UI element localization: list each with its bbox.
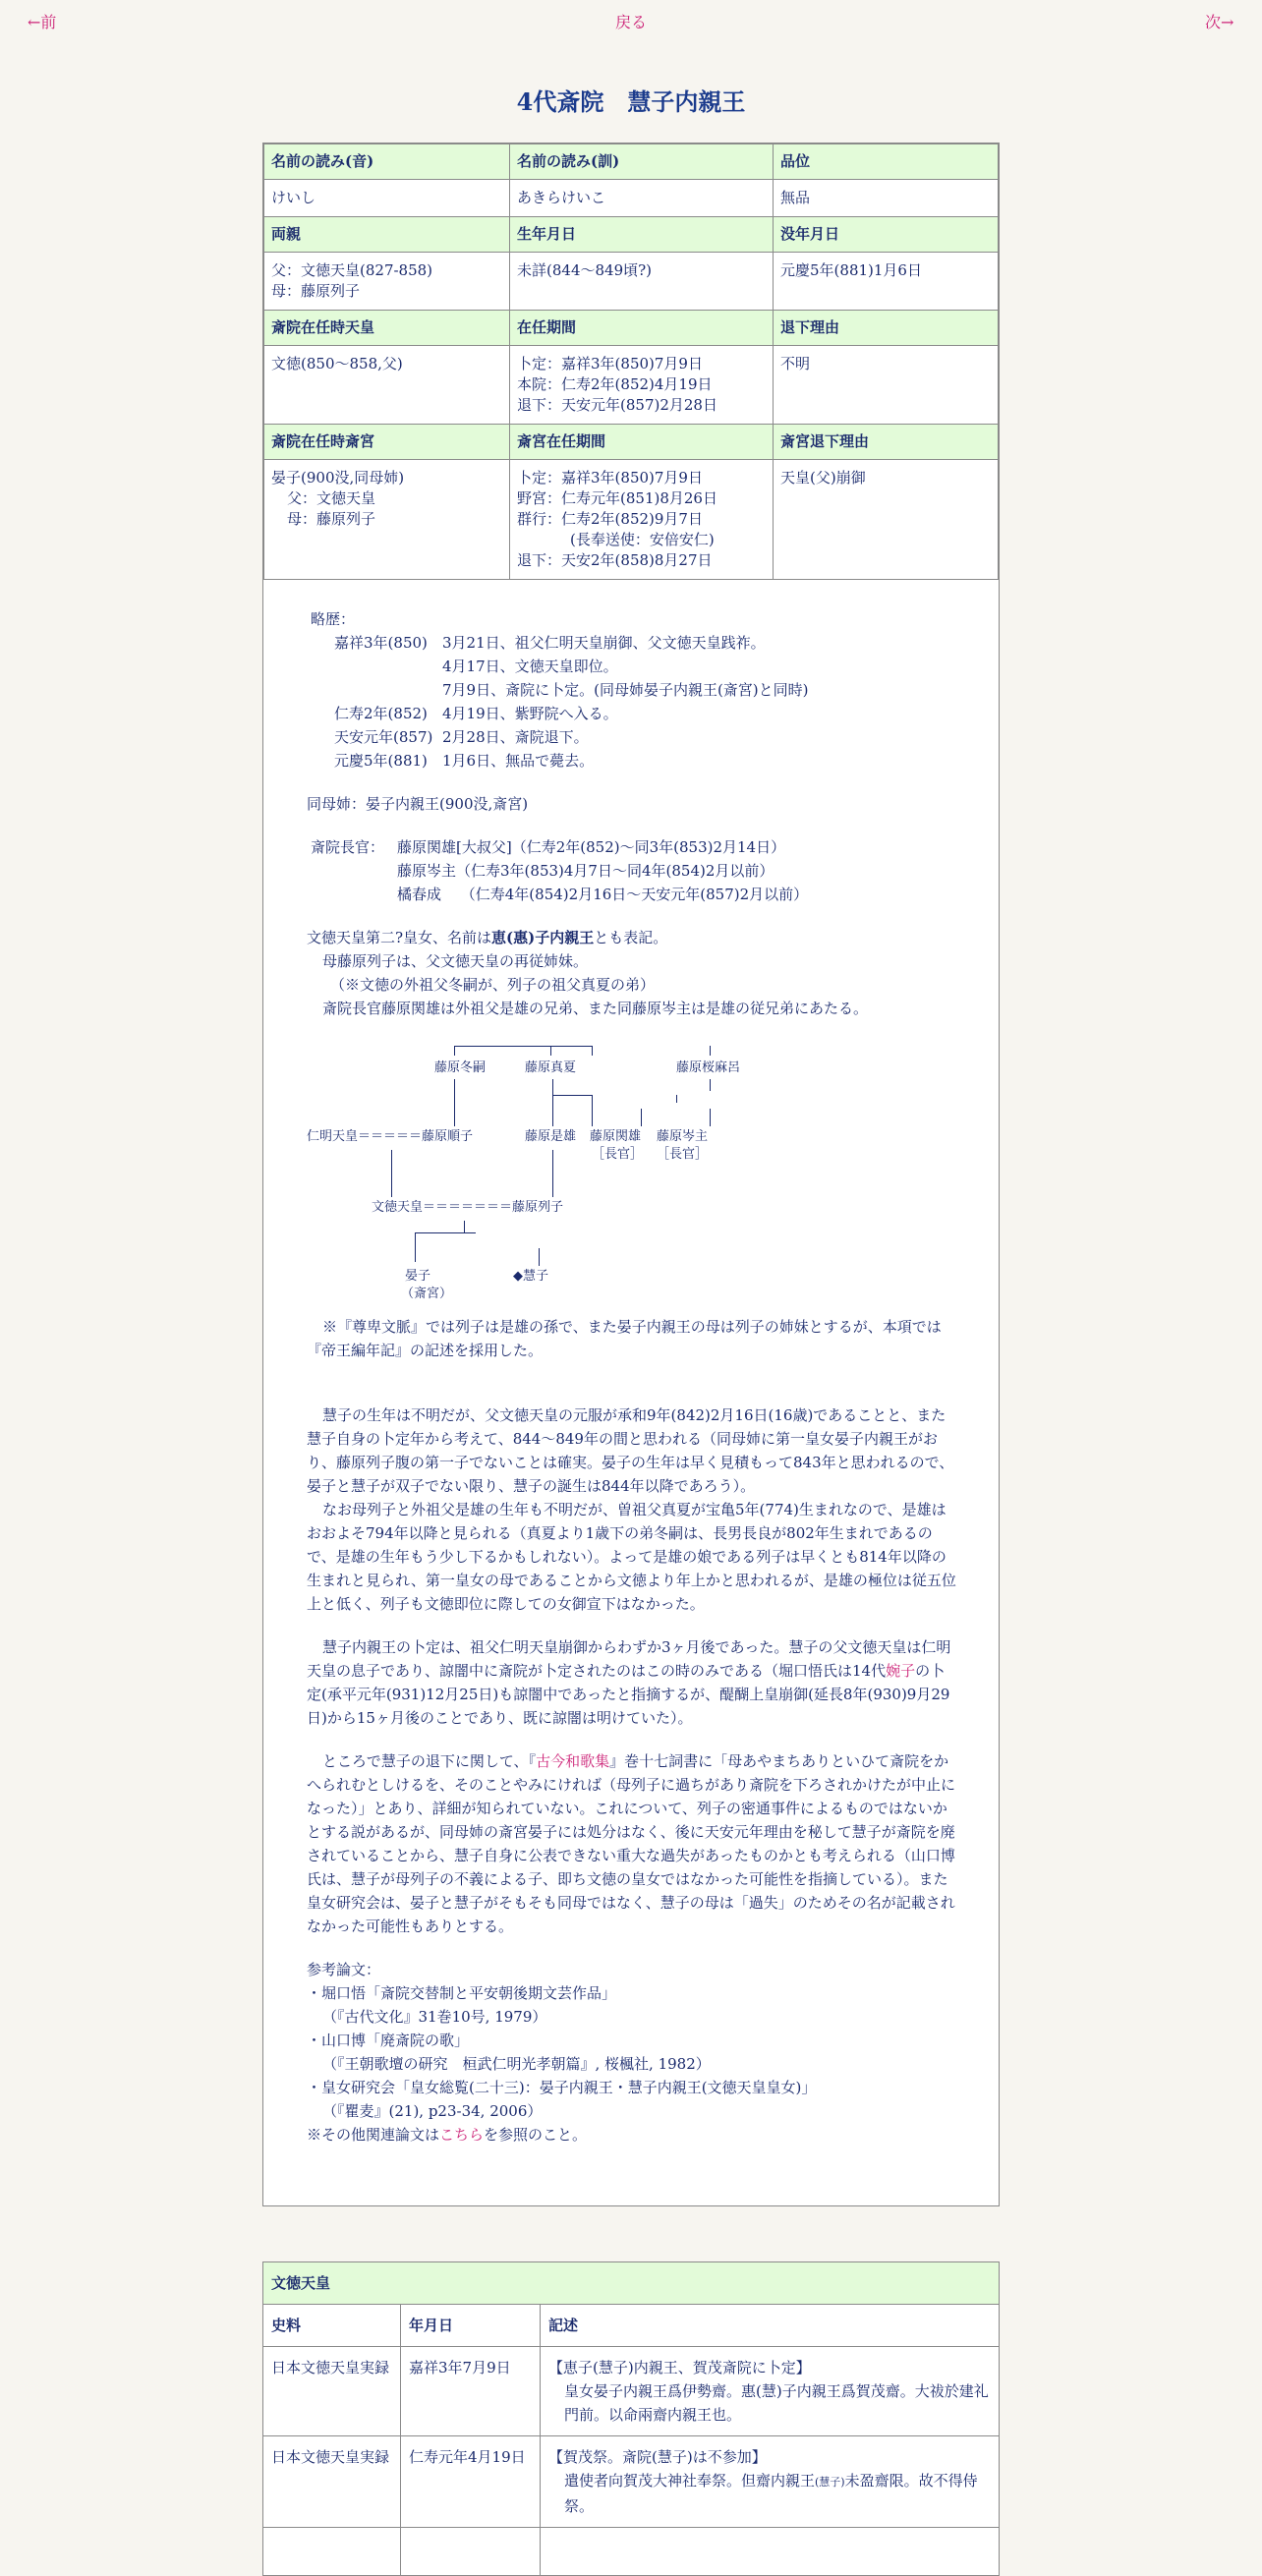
sources-caption: 文徳天皇	[263, 2262, 1000, 2305]
table-row	[263, 2436, 1000, 2528]
birth-paragraph: 慧子の生年は不明だが、父文徳天皇の元服が承和9年(842)2月16日(16歳)であることと、また慧子自身の卜定年から考えて、844～849年の間と思われる（同母姉に第一皇女晏子内親王がおり、藤原列子腹の第一子でないことは確実。晏子の生年は早く見積もって843年と思われるので、晏子と慧子が双子でない限り、慧子の誕生は844年以降であろう）。	[307, 1406, 954, 1495]
history-text: 1月6日、無品で薨去。	[442, 752, 595, 770]
tree-sekio: 藤原関雄	[590, 1129, 642, 1144]
period-line: 退下：天安元年(857)2月28日	[517, 396, 717, 414]
source-body: 皇女晏子内親王爲伊勢齋。惠(慧)子内親王爲賀茂齋。大祓於建礼門前。以命兩齋内親王也。	[564, 2382, 989, 2424]
source-name: 日本文徳天皇実録	[263, 2436, 401, 2528]
saigu-period-line: 退下：天安2年(858)8月27日	[517, 551, 713, 569]
history-text: 4月19日、紫野院へ入る。	[442, 705, 618, 722]
profile-frame	[262, 143, 1000, 2206]
link-kokinwakashu[interactable]: 古今和歌集	[536, 1752, 610, 1770]
tree-sakuramaro: 藤原桜麻呂	[676, 1060, 741, 1075]
sonpi-note: ※『尊卑文脈』では列子は是雄の孫で、また晏子内親王の母は列子の姉妹とするが、本項では『帝王編年記』の記述を採用した。	[307, 1318, 942, 1359]
link-other-papers[interactable]: こちら	[439, 2126, 485, 2144]
table-row	[263, 2347, 1000, 2436]
history-date: 嘉祥3年(850)	[334, 634, 428, 652]
reason: 不明	[774, 346, 999, 425]
saigu-period-line: 群行：仁寿2年(852)9月7日	[517, 510, 703, 528]
header-saigu-reason: 斎宮退下理由	[774, 425, 999, 460]
source-desc	[541, 2436, 1000, 2528]
kanshi-label: 斎院長官：	[311, 838, 385, 856]
hini: 無品	[774, 180, 999, 217]
source-name: 日本文徳天皇実録	[263, 2347, 401, 2436]
header-saigu-period: 斎宮在任期間	[510, 425, 774, 460]
tree-chokan2: ［長官］	[657, 1147, 709, 1162]
header-hini: 品位	[774, 144, 999, 180]
saigu-period-line: 野宮：仁寿元年(851)8月26日	[517, 489, 717, 507]
tree-koreo: 藤原是雄	[525, 1129, 577, 1144]
ref-item-detail: （『瞿麦』(21), p23-34, 2006）	[322, 2102, 543, 2120]
birth: 未詳(844～849頃?)	[510, 253, 774, 311]
note-line: 文徳天皇第二?皇女、名前は恵(惠)子内親王とも表記。	[307, 929, 668, 946]
header-birth: 生年月日	[510, 217, 774, 253]
birth-paragraph-2: なお母列子と外祖父是雄の生年も不明だが、曽祖父真夏が宝亀5年(774)生まれなので、是雄はおおよそ794年以降と見られる（真夏より1歳下の弟冬嗣は、長男長良が802年生まれであるので、是雄の生年もう少し下るかもしれない）。よって是雄の娘である列子は早くとも814年以降の生まれと見られ、第一皇女の母であることから文徳より年上かと思われるが、是雄の極位は従五位上と低く、列子も文徳即位に際しての女御宣下はなかった。	[307, 1501, 956, 1613]
parents	[264, 253, 510, 311]
prev-link[interactable]: ←前	[28, 13, 57, 31]
col-description: 記述	[541, 2305, 1000, 2347]
history-text: 3月21日、祖父仁明天皇崩御、父文徳天皇践祚。	[442, 634, 766, 652]
note-line: 斎院長官藤原関雄は外祖父是雄の兄弟、また同藤原岑主は是雄の従兄弟にあたる。	[322, 1000, 869, 1017]
history-list	[307, 631, 959, 773]
note-line: （※文徳の外祖父冬嗣が、列子の祖父真夏の弟）	[330, 976, 656, 994]
source-date: 仁寿元年4月19日	[401, 2436, 541, 2528]
yomi-on: けいし	[264, 180, 510, 217]
ref-item: ・山口博「廃斎院の歌」	[307, 2032, 470, 2049]
page-title: 4代斎院 慧子内親王	[516, 87, 746, 116]
source-date: 嘉祥3年7月9日	[401, 2347, 541, 2436]
link-enshi[interactable]: 婉子	[886, 1662, 916, 1680]
header-reason: 退下理由	[774, 311, 999, 346]
kokin-paragraph: ところで慧子の退下に関して、『古今和歌集』巻十七詞書に「母あやまちありといひて斎院をかへられむとしけるを、そのことやみにければ（母列子に過ちがあり斎院を下ろされかけたが中止になった）」とあり、詳細が知られていない。これについて、列子の密通事件によるものではないかとする説があるが、同母姉の斎宮晏子には処分はなく、後に天安元年理由を秘して慧子が斎院を廃されていることから、慧子自身に公表できない重大な過失があったものかとも考えられる（山口博氏は、慧子が母列子の不義による子、即ち文徳の皇女ではなかった可能性を指摘している）。また皇女研究会は、晏子と慧子がそもそも同母ではなく、慧子の母は「過失」のためその名が記載されなかった可能性もありとする。	[307, 1752, 956, 1935]
saigu-mother: 母：藤原列子	[287, 510, 376, 528]
source-body: 遣使者向賀茂大神社奉祭。但齋内親王(慧子)未盈齋限。故不得侍祭。	[564, 2472, 978, 2515]
ref-item: ・堀口悟「斎院交替制と平安朝後期文芸作品」	[307, 1984, 617, 2002]
emperor: 文徳(850～858,父)	[264, 346, 510, 425]
tree-ninmyo: 仁明天皇＝＝＝＝＝藤原順子	[307, 1129, 474, 1144]
back-link[interactable]: 戻る	[615, 13, 648, 31]
tree-manatsu: 藤原真夏	[525, 1060, 577, 1075]
yomi-kun: あきらけいこ	[510, 180, 774, 217]
header-saigu: 斎院在任時斎宮	[264, 425, 510, 460]
kanshi-row: 藤原岑主（仁寿3年(853)4月7日～同4年(854)2月以前）	[397, 862, 774, 880]
history-date: 仁寿2年(852)	[334, 705, 428, 722]
tree-montoku: 文徳天皇＝＝＝＝＝＝＝藤原列子	[372, 1200, 564, 1215]
note-line: 母藤原列子は、父文徳天皇の再従姉妹。	[322, 952, 589, 970]
period	[510, 346, 774, 425]
header-emperor: 斎院在任時天皇	[264, 311, 510, 346]
sister-line: 同母姉：晏子内親王(900没,斎宮)	[307, 795, 529, 813]
history-date	[334, 678, 442, 702]
tree-saigu: （斎宮）	[401, 1287, 453, 1301]
mother: 母：藤原列子	[271, 282, 361, 300]
tree-keiko: ◆慧子	[513, 1269, 548, 1284]
header-yomi-kun: 名前の読み(訓)	[510, 144, 774, 180]
saigu-period-line: 卜定：嘉祥3年(850)7月9日	[517, 469, 703, 487]
kanshi-row: 橘春成 （仁寿4年(854)2月16日～天安元年(857)2月以前）	[397, 886, 809, 903]
saigu-reason: 天皇(父)崩御	[774, 460, 999, 580]
saigu-period-line: (長奉送使：安倍安仁)	[570, 531, 715, 548]
header-parents: 両親	[264, 217, 510, 253]
history-text: 7月9日、斎院に卜定。(同母姉晏子内親王(斎宮)と同時)	[442, 681, 809, 699]
history-date	[334, 655, 442, 678]
tree-minemushi: 藤原岑主	[657, 1129, 709, 1144]
family-tree	[307, 1020, 959, 1315]
ref-other: ※その他関連論文はこちらを参照のこと。	[307, 2126, 588, 2144]
col-date: 年月日	[401, 2305, 541, 2347]
col-source: 史料	[263, 2305, 401, 2347]
history-label: 略歴：	[311, 610, 356, 628]
sources-table	[262, 2261, 1000, 2576]
tree-chokan1: ［長官］	[592, 1147, 644, 1162]
next-link[interactable]: 次→	[1205, 13, 1234, 31]
saigu	[264, 460, 510, 580]
bokujo-paragraph: 慧子内親王の卜定は、祖父仁明天皇崩御からわずか3ヶ月後であった。慧子の父文徳天皇は仁明天皇の息子であり、諒闇中に斎院が卜定されたのはこの時のみである（堀口悟氏は14代婉子の卜定(承平元年(931)12月25日)も諒闇中であったと指摘するが、醍醐上皇崩御(延長8年(930)9月29日)から15ヶ月後のことであり、既に諒闇は明けていた）。	[307, 1638, 951, 1727]
ref-item-detail: （『古代文化』31巻10号, 1979）	[322, 2008, 547, 2026]
tree-fuyutsugu: 藤原冬嗣	[434, 1060, 487, 1075]
ref-item: ・皇女研究会「皇女総覧(二十三)：晏子内親王・慧子内親王(文徳天皇皇女)」	[307, 2079, 817, 2096]
header-period: 在任期間	[510, 311, 774, 346]
nav-bar	[0, 0, 1262, 39]
kanshi-list	[307, 835, 959, 906]
father: 父：文徳天皇(827-858)	[271, 261, 433, 279]
source-title: 【恵子(慧子)内親王、賀茂斎院に卜定】	[548, 2359, 811, 2376]
source-title: 【賀茂祭。斎院(慧子)は不参加】	[548, 2448, 767, 2466]
alt-name: 恵(惠)子内親王	[491, 929, 595, 946]
history-date: 天安元年(857)	[334, 728, 433, 746]
death: 元慶5年(881)1月6日	[774, 253, 999, 311]
profile-table	[263, 143, 999, 580]
history-date: 元慶5年(881)	[334, 752, 428, 770]
source-desc	[541, 2347, 1000, 2436]
tree-yasuko: 晏子	[405, 1269, 431, 1284]
header-yomi-on: 名前の読み(音)	[264, 144, 510, 180]
article-body	[263, 580, 999, 2205]
history-text: 4月17日、文徳天皇即位。	[442, 658, 618, 675]
saigu-father: 父：文徳天皇	[287, 489, 376, 507]
kanshi-row: 藤原関雄[大叔父]（仁寿2年(852)～同3年(853)2月14日）	[397, 838, 786, 856]
saigu-period	[510, 460, 774, 580]
header-death: 没年月日	[774, 217, 999, 253]
period-line: 本院：仁寿2年(852)4月19日	[517, 375, 713, 393]
period-line: 卜定：嘉祥3年(850)7月9日	[517, 355, 703, 372]
history-text: 2月28日、斎院退下。	[442, 728, 589, 746]
refs-label: 参考論文：	[307, 1961, 381, 1978]
ref-item-detail: （『王朝歌壇の研究 桓武仁明光孝朝篇』, 桜楓社, 1982）	[322, 2055, 711, 2073]
saigu-name: 晏子(900没,同母姉)	[271, 469, 405, 487]
